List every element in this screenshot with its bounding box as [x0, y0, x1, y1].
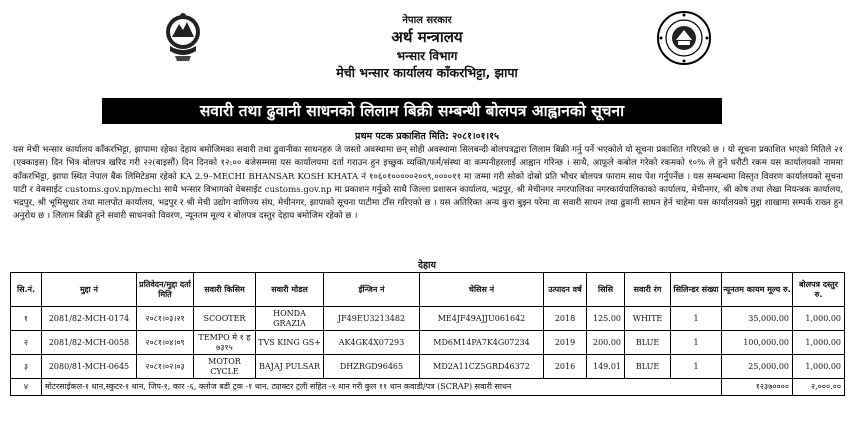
cell-engine: JF49EU3213482: [324, 307, 420, 331]
col-header: बोलपत्र दस्तुर रु.: [793, 273, 845, 307]
cell-cc: 200.00: [587, 331, 625, 355]
cell-fee: 1,000.00: [793, 307, 845, 331]
cell-sn: ३: [11, 355, 42, 379]
cell-fee: २,०००.००: [793, 379, 845, 396]
government-name: नेपाल सरकार: [402, 15, 452, 26]
cell-case-no: 2080/81-MCH-0645: [42, 355, 137, 379]
cell-type: MOTOR CYCLE: [194, 355, 256, 379]
cell-sn: २: [11, 331, 42, 355]
cell-engine: DHZRGD96465: [324, 355, 420, 379]
cell-model: BAJAJ PULSAR: [256, 355, 324, 379]
cell-scrap-description: मोटरसाईकल-१ थान,स्कुटर-१ थान, जिप-१, कार -६, क्लोज बडी ट्रक -१ थान, ट्याक्टर ट्रली सहित -१ थान गरी कुल ११ थान कवाडी/पत्र (SCRAP) सवारी साधन: [42, 379, 722, 396]
cell-min-price: 35,000.00: [722, 307, 793, 331]
notice-body: यस मेची भन्सार कार्यालय काँकरभिट्टा, झापामा रहेका देहाय बमोजिमका सवारी तथा ढुवानीका साधनहरु जे जस्तो अवस्थामा छन् सोही अवस्थामा सिलबन्दी बोलपत्रद्वारा लिलाम बिक्री गर्नु पर्ने भएकोले यो सूचना प्रकाशित गरिएको छ । यो सूचना प्रकाशित भएको मितिले २१ (एक्काइस) दिन भित्र बोलपत्र खरिद गरी २२(बाइसौं) दिन दिनको १२:०० बजेसम्ममा यस कार्यालयमा दर्ता गराउन हुन इच्छुक व्यक्ति/फर्म/संस्था वा कम्पनीहरलाई आह्वान गरिन्छ । साथै, आफूले कबोल गरेको रकमको १०% ले हुने धरौटी रकम यस कार्यालयको नाममा काँकरभिट्टा, झापा स्थित नेपाल बैंक लिमिटेडमा रहेको KA 2.9–MECHI BHANSAR KOSH KHATA नं १०६०१०००००२००९,००००११ मा जम्मा गरी सोको दोस्रो प्रति भौचर बोलपत्र फाराम साथ पेश गर्नुपर्नेछ । यस सम्बन्धमा विस्तृत विवरण कार्यालयको सूचना पाटी र वेबसाईट customs.gov.np/mechi साथै भन्सार विभागको वेबसाईट customs.gov.np मा प्रकाशन गर्नुको साथै जिल्ला प्रशासन कार्यालय, भद्रपुर, श्री मेचीनगर नगरपालिका नगरकार्यपालिकाको कार्यालय, मेचीनगर, श्री कोष तथा लेखा नियन्त्रक कार्यालय, भद्रपुर, श्री भूमिसुधार तथा मालपोत कार्यालय, भद्रपुर र श्री मेची उद्योग वाणिज्य संघ, मेचीनगर, झापाको सूचना पाटीमा टाँस गरिएको छ । यस अतिरिक्त अन्य कुरा बुझ्न परेमा वा सवारी साधन तथा ढुवानी साधन हेर्न चाहेमा यस कार्यालयको मुद्दा शाखामा सम्पर्क राख्न हुन अनुरोध छ । लिलाम बिक्री हुने सवारी साधनको विवरण, न्यूनतम मूल्य र बोलपत्र दस्तुर देहाय बमोजिम रहेको छ ।: [13, 145, 843, 222]
cell-chassis: MD2A11CZ5GRD46372: [420, 355, 544, 379]
schedule-title: देहाय: [417, 260, 437, 271]
cell-case-no: 2081/82-MCH-0058: [42, 331, 137, 355]
table-row: [11, 307, 845, 331]
notice-title-banner: सवारी तथा ढुवानी साधनको लिलाम बिक्री सम्बन्धी बोलपत्र आह्वानको सूचना: [102, 98, 722, 124]
cell-type: SCOOTER: [194, 307, 256, 331]
cell-year: 2018: [544, 307, 587, 331]
cell-chassis: MD6M14PA7K4G07234: [420, 331, 544, 355]
col-header: चेसिस नं: [420, 273, 544, 307]
table-row: [11, 331, 845, 355]
cell-color: WHITE: [625, 307, 671, 331]
cell-fee: 1,000.00: [793, 331, 845, 355]
cell-year: 2016: [544, 355, 587, 379]
publish-date: प्रथम पटक प्रकाशित मिति: २०८१।०१।१५: [355, 131, 499, 142]
col-header: सवारी रंग: [625, 273, 671, 307]
cell-engine: AK4GK4X07293: [324, 331, 420, 355]
cell-year: 2019: [544, 331, 587, 355]
table-row: [11, 355, 845, 379]
office-name: मेची भन्सार कार्यालय काँकरभिट्टा, झापा: [336, 65, 518, 80]
department-name: भन्सार विभाग: [396, 49, 458, 63]
cell-type: TEMPO मे १ ह ७३१५: [194, 331, 256, 355]
cell-cylinder: 1: [671, 307, 722, 331]
cell-sn: १: [11, 307, 42, 331]
cell-model: HONDA GRAZIA: [256, 307, 324, 331]
cell-sn: ४: [11, 379, 42, 396]
table-row-scrap: [11, 379, 845, 396]
auction-items-table: [10, 272, 845, 396]
col-header: सवारी किसिम: [194, 273, 256, 307]
cell-color: BLUE: [625, 331, 671, 355]
col-header: सिसि: [587, 273, 625, 307]
cell-chassis: ME4JF49AJJU061642: [420, 307, 544, 331]
cell-min-price: 100,000.00: [722, 331, 793, 355]
col-header: सिलिन्डर संख्या: [671, 273, 722, 307]
col-header: ईन्जिन नं: [324, 273, 420, 307]
cell-color: BLUE: [625, 355, 671, 379]
cell-cylinder: 1: [671, 355, 722, 379]
col-header: प्रतिवेदन/मुद्दा दर्ता मिति: [137, 273, 194, 307]
col-header: मुद्दा नं: [42, 273, 137, 307]
cell-cc: 125.00: [587, 307, 625, 331]
col-header: सि.नं.: [11, 273, 42, 307]
cell-model: TVS KING GS+: [256, 331, 324, 355]
table-header-row: [11, 273, 845, 307]
cell-date: २०८१।०४।०९: [137, 331, 194, 355]
cell-date: २०८१।०३।२१: [137, 307, 194, 331]
cell-cc: 149.01: [587, 355, 625, 379]
ministry-name: अर्थ मन्त्रालय: [391, 28, 463, 46]
cell-date: २०८१।०२।०३: [137, 355, 194, 379]
col-header: सवारी मोडल: [256, 273, 324, 307]
cell-case-no: 2081/82-MCH-0174: [42, 307, 137, 331]
cell-min-price: १२३७००००: [722, 379, 793, 396]
cell-cylinder: 1: [671, 331, 722, 355]
col-header: न्यूनतम कायम मूल्य रु.: [722, 273, 793, 307]
cell-fee: 1,000.00: [793, 355, 845, 379]
cell-min-price: 25,000.00: [722, 355, 793, 379]
col-header: उत्पादन वर्ष: [544, 273, 587, 307]
